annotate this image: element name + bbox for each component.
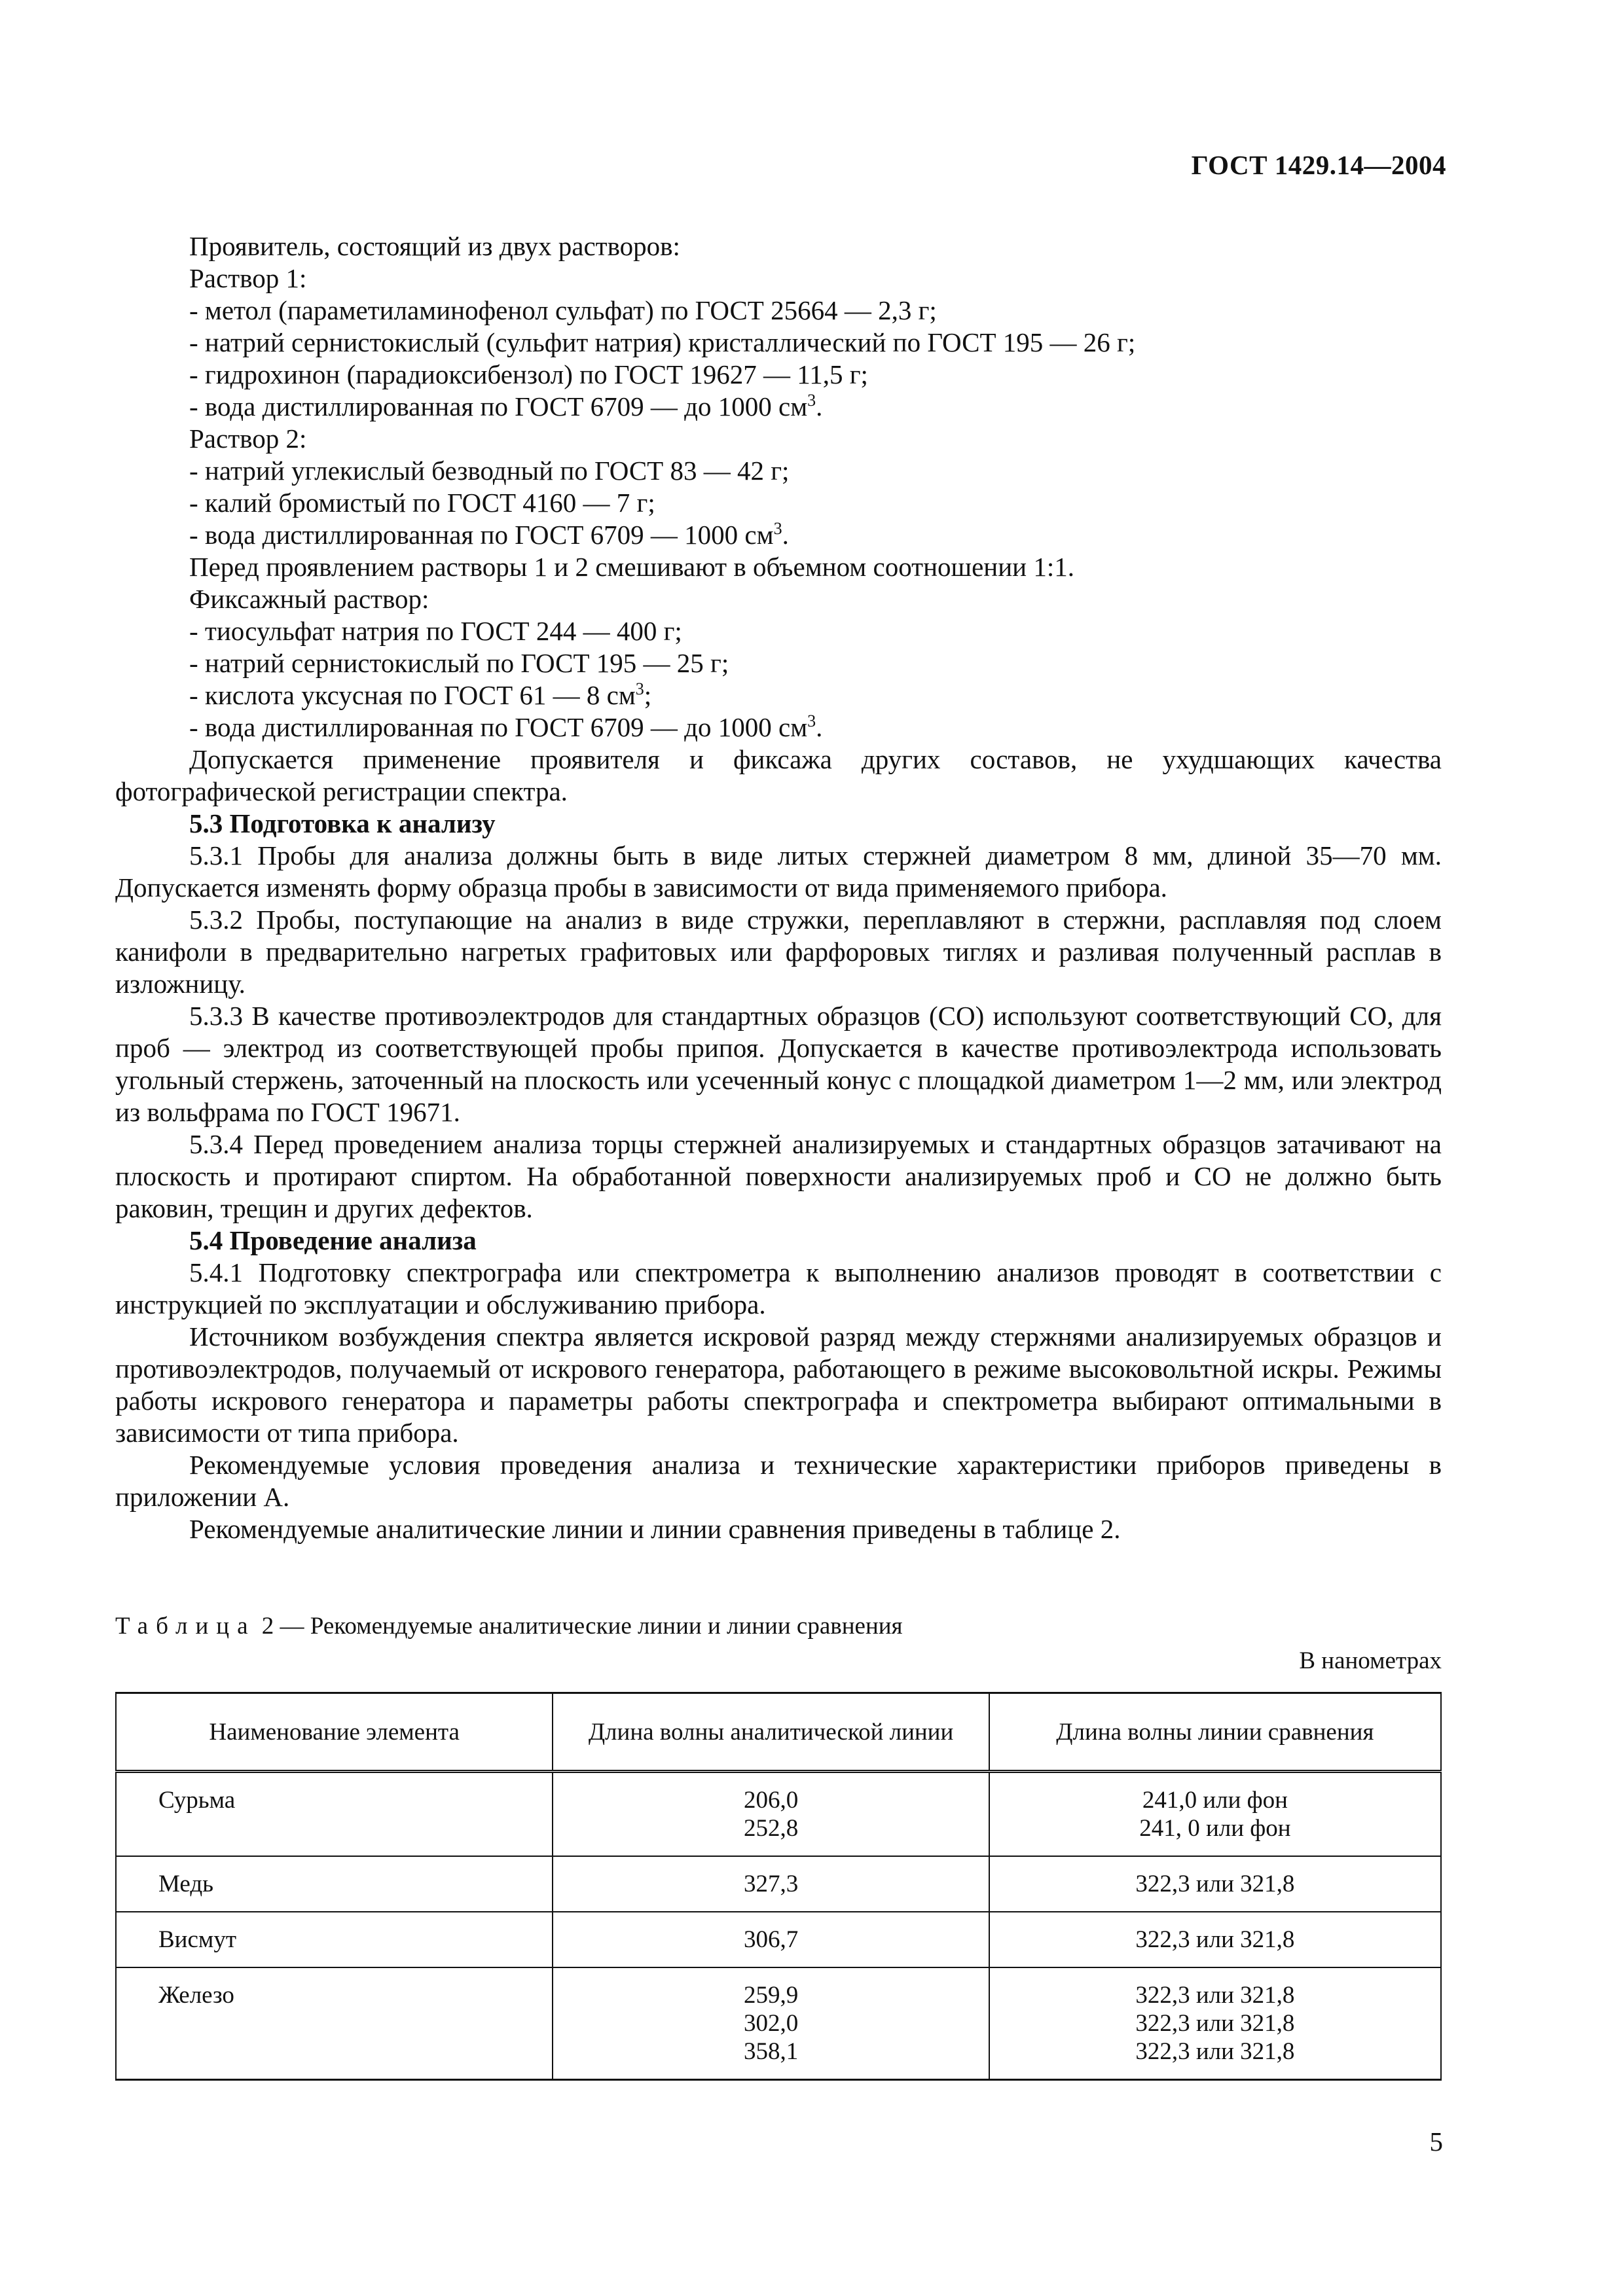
line-text: - натрий углекислый безводный по ГОСТ 83 — 42 г; — [189, 456, 790, 486]
comparison-value: 322,3 или 321,8 — [1135, 1982, 1295, 2009]
comparison-wavelength-cell — [989, 1856, 1441, 1912]
paragraph — [115, 423, 1442, 455]
paragraph — [115, 1128, 1442, 1225]
comparison-wavelength-cell — [989, 1772, 1441, 1857]
section-heading — [115, 1225, 1442, 1257]
paragraph — [115, 1513, 1442, 1545]
line-text: - калий бромистый по ГОСТ 4160 — 7 г; — [189, 488, 655, 518]
superscript: 3 — [807, 711, 816, 730]
line-text: Раствор 2: — [189, 423, 307, 454]
line-text: - вода дистиллированная по ГОСТ 6709 — 1000 см — [189, 520, 774, 550]
analytical-wavelength-cell — [553, 1772, 989, 1857]
line-text: Раствор 1: — [189, 263, 307, 293]
paragraph — [115, 262, 1442, 295]
analytical-value: 306,7 — [743, 1926, 799, 1953]
list-item — [115, 487, 1442, 519]
table-row — [116, 1967, 1441, 2080]
superscript: 3 — [635, 679, 644, 698]
line-punctuation: . — [816, 712, 823, 742]
comparison-value: 241,0 или фон — [1142, 1787, 1288, 1814]
table-header-row — [116, 1693, 1441, 1772]
comparison-wavelength-cell — [989, 1967, 1441, 2080]
table-caption-text: 2 — Рекомендуемые аналитические линии и линии сравнения — [255, 1613, 903, 1640]
line-text: - вода дистиллированная по ГОСТ 6709 — до 1000 см — [189, 391, 808, 422]
table-caption-label: Таблица — [115, 1613, 256, 1640]
line-text: 5.3.4 Перед проведением анализа торцы стержней анализируемых и стандартных образцов затачивают на плоскость и протирают спиртом. На обработанной поверхности анализируемых проб и СО не должно быть раковин, трещин и других дефектов. — [115, 1129, 1442, 1223]
table-row — [116, 1772, 1441, 1857]
line-text: - тиосульфат натрия по ГОСТ 244 — 400 г; — [189, 616, 682, 646]
element-name-cell: Висмут — [116, 1912, 553, 1967]
line-text: - натрий сернистокислый по ГОСТ 195 — 25 г; — [189, 648, 729, 678]
element-name-cell: Медь — [116, 1856, 553, 1912]
line-punctuation: . — [782, 520, 789, 550]
element-name-cell: Сурьма — [116, 1772, 553, 1857]
list-item — [115, 359, 1442, 391]
analytical-wavelength-cell — [553, 1967, 989, 2080]
list-item — [115, 455, 1442, 487]
comparison-wavelength-cell — [989, 1912, 1441, 1967]
line-text: Допускается применение проявителя и фиксажа других составов, не ухудшающих качества фотографической регистрации спектра. — [115, 744, 1442, 806]
paragraph — [115, 840, 1442, 904]
line-text: Источником возбуждения спектра является искровой разряд между стержнями анализируемых образцов и противоэлектродов, получаемый от искрового генератора, работающего в режиме высоковольтной искры. Режимы работы искрового генератора и параметры работы спектрографа и спектрометра выбирают оптимальными в зависимости от типа прибора. — [115, 1321, 1442, 1448]
paragraph — [115, 1449, 1442, 1513]
line-text: Рекомендуемые аналитические линии и линии сравнения приведены в таблице 2. — [189, 1514, 1121, 1544]
table-body — [116, 1772, 1441, 2080]
comparison-value: 322,3 или 321,8 — [1135, 1926, 1295, 1953]
line-text: 5.3.1 Пробы для анализа должны быть в виде литых стержней диаметром 8 мм, длиной 35—70 мм. Допускается изменять форму образца пробы в зависимости от вида применяемого прибора. — [115, 840, 1442, 903]
line-text: 5.4 Проведение анализа — [189, 1225, 477, 1255]
superscript: 3 — [807, 391, 816, 410]
paragraph — [115, 1257, 1442, 1321]
line-punctuation: ; — [644, 680, 652, 710]
list-item — [115, 615, 1442, 647]
paragraph — [115, 583, 1442, 615]
line-text: - гидрохинон (парадиоксибензол) по ГОСТ 19627 — 11,5 г; — [189, 359, 868, 389]
table-caption — [115, 1611, 1442, 1641]
comparison-value: 322,3 или 321,8 — [1135, 1871, 1295, 1897]
line-text: - кислота уксусная по ГОСТ 61 — 8 см — [189, 680, 636, 710]
list-item — [115, 295, 1442, 327]
comparison-value: 322,3 или 321,8 — [1135, 2010, 1295, 2037]
analytical-value: 302,0 — [743, 2010, 799, 2037]
header-element-name: Наименование элемента — [116, 1693, 553, 1772]
list-item — [115, 519, 1442, 551]
comparison-value: 322,3 или 321,8 — [1135, 2038, 1295, 2065]
line-text: Проявитель, состоящий из двух растворов: — [189, 231, 680, 261]
paragraph — [115, 1000, 1442, 1128]
paragraph — [115, 230, 1442, 262]
analytical-value: 259,9 — [743, 1982, 799, 2009]
line-text: - вода дистиллированная по ГОСТ 6709 — до 1000 см — [189, 712, 808, 742]
line-text: 5.3.3 В качестве противоэлектродов для стандартных образцов (СО) используют соответствующий СО, для проб — электрод из соответствующей пробы припоя. Допускается в качестве противоэлектрода использовать угольный стержень, заточенный на плоскость или усеченный конус с площадкой диаметром 1—2 мм, или электрод из вольфрама по ГОСТ 19671. — [115, 1001, 1442, 1127]
line-text: Перед проявлением растворы 1 и 2 смешивают в объемном соотношении 1:1. — [189, 552, 1074, 582]
analytical-wavelength-cell — [553, 1856, 989, 1912]
line-text: 5.3 Подготовка к анализу — [189, 808, 496, 838]
analytical-value: 252,8 — [743, 1815, 799, 1842]
analytical-value: 358,1 — [743, 2038, 799, 2065]
list-item — [115, 711, 1442, 744]
document-id-header: ГОСТ 1429.14—2004 — [1191, 150, 1446, 180]
table-unit-note: В нанометрах — [1299, 1647, 1442, 1674]
paragraph — [115, 744, 1442, 808]
line-text: 5.4.1 Подготовку спектрографа или спектрометра к выполнению анализов проводят в соответствии с инструкцией по эксплуатации и обслуживанию прибора. — [115, 1257, 1442, 1319]
line-text: Фиксажный раствор: — [189, 584, 429, 614]
analytical-wavelength-cell — [553, 1912, 989, 1967]
header-comparison-line: Длина волны линии сравнения — [989, 1693, 1441, 1772]
analytical-value: 327,3 — [743, 1871, 799, 1897]
paragraph — [115, 1321, 1442, 1449]
analytical-value: 206,0 — [743, 1787, 799, 1814]
line-text: - метол (параметиламинофенол сульфат) по ГОСТ 25664 — 2,3 г; — [189, 295, 937, 325]
element-name-cell: Железо — [116, 1967, 553, 2080]
paragraph — [115, 904, 1442, 1000]
line-text: - натрий сернистокислый (сульфит натрия) кристаллический по ГОСТ 195 — 26 г; — [189, 327, 1136, 357]
line-punctuation: . — [816, 391, 823, 422]
wavelength-table — [115, 1692, 1442, 2081]
line-text: 5.3.2 Пробы, поступающие на анализ в виде стружки, переплавляют в стержни, расплавляя под слоем канифоли в предварительно нагретых графитовых или фарфоровых тиглях и разливая полученный расплав в изложницу. — [115, 905, 1442, 999]
table-row — [116, 1912, 1441, 1967]
header-analytical-line: Длина волны аналитической линии — [553, 1693, 989, 1772]
table-row — [116, 1856, 1441, 1912]
superscript: 3 — [773, 519, 782, 538]
paragraph — [115, 551, 1442, 583]
section-heading — [115, 808, 1442, 840]
comparison-value: 241, 0 или фон — [1139, 1815, 1291, 1842]
line-text: Рекомендуемые условия проведения анализа и технические характеристики приборов приведены в приложении А. — [115, 1450, 1442, 1512]
page-number: 5 — [1429, 2126, 1443, 2157]
list-item — [115, 679, 1442, 711]
document-body — [115, 230, 1442, 1545]
list-item — [115, 647, 1442, 679]
list-item — [115, 391, 1442, 423]
list-item — [115, 327, 1442, 359]
